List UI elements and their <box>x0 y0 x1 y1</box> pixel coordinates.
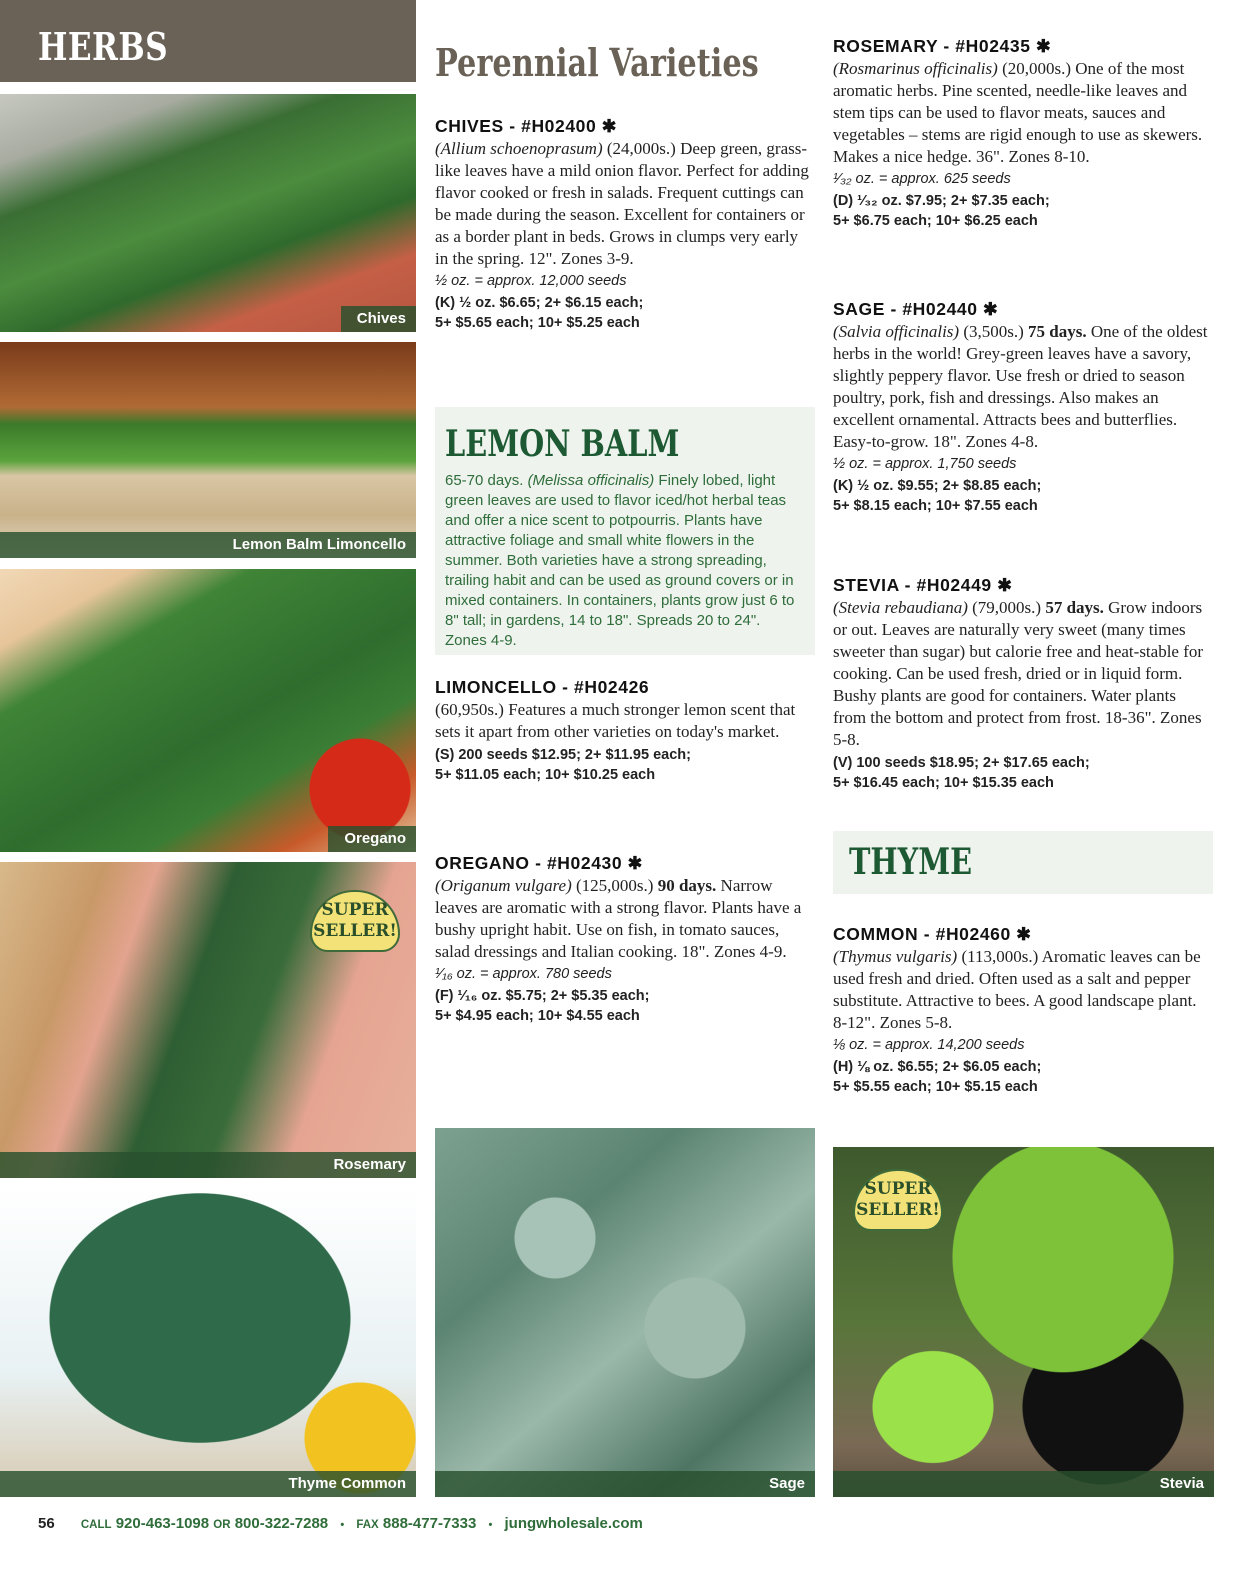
price-line: (V) 100 seeds $18.95; 2+ $17.65 each; <box>833 755 1090 771</box>
fax-number: 888-477-7333 <box>382 1515 477 1532</box>
price-line: (S) 200 seeds $12.95; 2+ $11.95 each; <box>435 747 691 763</box>
column-title: Perennial Varieties <box>435 40 759 85</box>
seed-count: ½ oz. = approx. 1,750 seeds <box>833 456 1017 472</box>
price-line: (D) ¹⁄₃₂ oz. $7.95; 2+ $7.35 each; <box>833 193 1050 209</box>
sage-photo <box>435 1128 815 1497</box>
price-line: (F) ¹⁄₁₆ oz. $5.75; 2+ $5.35 each; <box>435 988 650 1004</box>
price-line: 5+ $8.15 each; 10+ $7.55 each <box>833 498 1038 514</box>
photo-caption: Sage <box>435 1471 815 1497</box>
super-seller-badge: SUPER SELLER! <box>310 890 400 952</box>
section-tab <box>0 0 416 82</box>
product-description: (Stevia rebaudiana) (79,000s.) 57 days. Grow indoors or out. Leaves are naturally very sweet (many times sweeter than sugar) but calorie free and heat-stable for cooking. Can be used fresh, dried or in liquid form. Bushy plants are good for containers. Water plants from the bottom and protect from frost. 18-36". Zones 5-8. <box>833 598 1204 749</box>
product-description: (Allium schoenoprasum) (24,000s.) Deep green, grass-like leaves have a mild onion flavor. Perfect for adding flavor cooked or fresh in salads. Frequent cuttings can be made during the season. Excellent for containers or as a border plant in beds. Grows in clumps very early in the spring. 12". Zones 3-9. <box>435 139 809 268</box>
price-line: (H) ⅛ oz. $6.55; 2+ $6.05 each; <box>833 1059 1042 1075</box>
lemon-balm-description: 65-70 days. (Melissa officinalis) Finely lobed, light green leaves are used to flavor iced/hot herbal teas and offer a nice scent to potpourris. Plants have attractive foliage and small white flowers in the summer. Both varieties have a strong spreading, trailing habit and can be used as ground covers or in mixed containers. In containers, plants grow just 6 to 8" tall; in gardens, 14 to 18". Spreads 20 to 24". Zones 4-9. <box>445 472 795 649</box>
section-title: HERBS <box>38 24 168 69</box>
website-link[interactable]: jungwholesale.com <box>504 1515 643 1532</box>
photo-caption: Oregano <box>328 826 416 852</box>
price-line: 5+ $5.55 each; 10+ $5.15 each <box>833 1079 1038 1095</box>
product-description: (Salvia officinalis) (3,500s.) 75 days. One of the oldest herbs in the world! Grey-green leaves have a savory, slightly peppery flavor. Use fresh or dried to season poultry, pork, fish and dressings. Also makes an excellent ornamental. Attracts bees and butterflies. Easy-to-grow. 18". Zones 4-8. <box>833 322 1208 451</box>
price-line: (K) ½ oz. $6.65; 2+ $6.15 each; <box>435 295 644 311</box>
product-title: OREGANO - #H02430 ✱ <box>435 853 643 873</box>
product-description: (60,950s.) Features a much stronger lemon scent that sets it apart from other varieties on today's market. <box>435 700 796 741</box>
rosemary-entry <box>833 36 1213 231</box>
price-line: 5+ $4.95 each; 10+ $4.55 each <box>435 1008 640 1024</box>
photo-caption: Chives <box>341 306 416 332</box>
phone-number[interactable]: 920-463-1098 <box>115 1515 210 1532</box>
price-line: 5+ $6.75 each; 10+ $6.25 each <box>833 213 1038 229</box>
seed-count: ⅛ oz. = approx. 14,200 seeds <box>833 1037 1025 1053</box>
photo-caption: Thyme Common <box>0 1471 416 1497</box>
chives-entry <box>435 116 815 333</box>
photo-caption: Stevia <box>833 1471 1214 1497</box>
stevia-photo <box>833 1147 1214 1497</box>
product-title: SAGE - #H02440 ✱ <box>833 299 999 319</box>
price-line: (K) ½ oz. $9.55; 2+ $8.85 each; <box>833 478 1042 494</box>
separator: • <box>340 1519 345 1531</box>
page-number: 56 <box>38 1515 55 1532</box>
stevia-entry <box>833 575 1213 793</box>
oregano-entry <box>435 853 815 1026</box>
product-title: CHIVES - #H02400 ✱ <box>435 116 618 136</box>
oregano-photo <box>0 569 416 852</box>
photo-caption: Rosemary <box>0 1152 416 1178</box>
product-title: LIMONCELLO - #H02426 <box>435 677 650 697</box>
product-title: STEVIA - #H02449 ✱ <box>833 575 1013 595</box>
fax-label: FAX <box>356 1519 379 1531</box>
lemon-balm-photo <box>0 342 416 558</box>
product-description: (Origanum vulgare) (125,000s.) 90 days. Narrow leaves are aromatic with a strong flavor. Plants have a bushy upright habit. Use on fish, in tomato sauces, salad dressings and Italian cooking. 18". Zones 4-9. <box>435 876 802 961</box>
price-line: 5+ $11.05 each; 10+ $10.25 each <box>435 767 656 783</box>
separator: • <box>488 1519 493 1531</box>
or-label: OR <box>213 1519 231 1531</box>
thyme-box <box>833 831 1213 894</box>
thyme-heading: THYME <box>849 841 973 883</box>
product-description: (Thymus vulgaris) (113,000s.) Aromatic leaves can be used fresh and dried. Often used as a salt and pepper substitute. Attractive to bees. A good landscape plant. 8-12". Zones 5-8. <box>833 947 1201 1032</box>
rosemary-photo <box>0 862 416 1178</box>
price-line: 5+ $16.45 each; 10+ $15.35 each <box>833 775 1054 791</box>
footer <box>38 1515 643 1532</box>
product-description: (Rosmarinus officinalis) (20,000s.) One of the most aromatic herbs. Pine scented, needle-like leaves and stem tips can be used to flavor meats, sauces and vegetables – stems are rigid enough to use as skewers. Makes a nice hedge. 36". Zones 8-10. <box>833 59 1203 166</box>
photo-caption: Lemon Balm Limoncello <box>0 532 416 558</box>
thyme-photo <box>0 1188 416 1497</box>
seed-count: ¹⁄₁₆ oz. = approx. 780 seeds <box>435 966 612 982</box>
price-line: 5+ $5.65 each; 10+ $5.25 each <box>435 315 640 331</box>
seed-count: ¹⁄₃₂ oz. = approx. 625 seeds <box>833 171 1011 187</box>
seed-count: ½ oz. = approx. 12,000 seeds <box>435 273 627 289</box>
product-title: ROSEMARY - #H02435 ✱ <box>833 36 1052 56</box>
lemon-balm-box <box>435 407 815 655</box>
sage-entry <box>833 299 1213 516</box>
chives-photo <box>0 94 416 332</box>
product-title: COMMON - #H02460 ✱ <box>833 924 1032 944</box>
call-label: CALL <box>80 1519 112 1531</box>
limoncello-entry <box>435 677 815 785</box>
super-seller-badge: SUPER SELLER! <box>853 1169 943 1231</box>
thyme-entry <box>833 924 1213 1097</box>
phone-number[interactable]: 800-322-7288 <box>234 1515 329 1532</box>
lemon-balm-heading: LEMON BALM <box>445 423 680 465</box>
